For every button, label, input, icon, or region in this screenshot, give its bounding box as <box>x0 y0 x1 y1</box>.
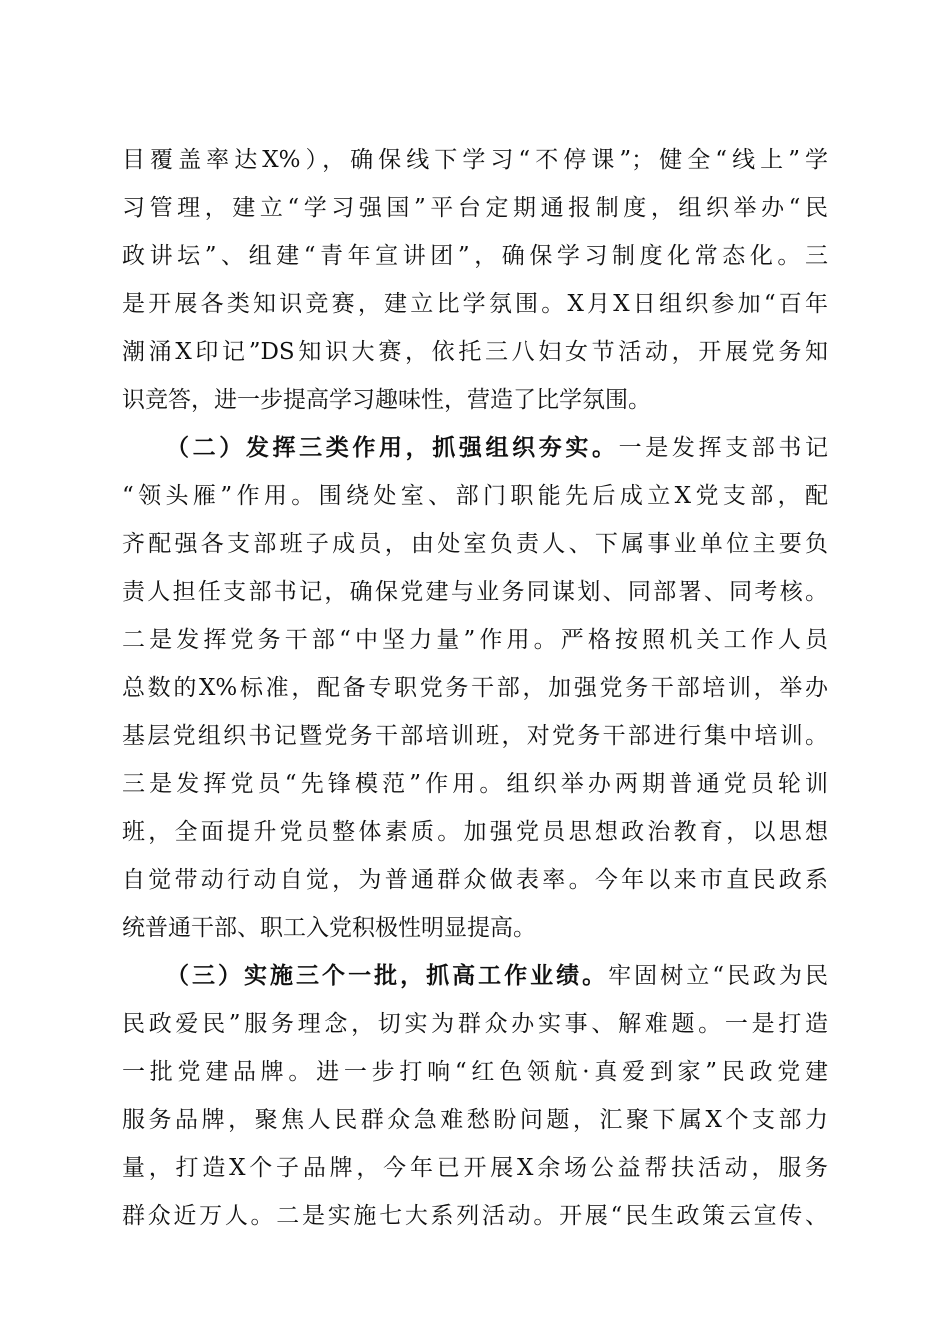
paragraph-line: 习管理，建立“学习强国”平台定期通报制度，组织举办“民 <box>122 195 828 221</box>
section-2-first-line <box>166 433 828 463</box>
paragraph-line: 一批党建品牌。进一步打响“红色领航·真爱到家”民政党建 <box>122 1059 828 1085</box>
section-3-first-line-text: 牢固树立“民政为民 <box>608 963 829 989</box>
paragraph-line: 齐配强各支部班子成员，由处室负责人、下属事业单位主要负 <box>122 531 828 557</box>
paragraph-line: 量，打造X个子品牌，今年已开展X余场公益帮扶活动，服务 <box>122 1155 828 1181</box>
section-3-heading: （三）实施三个一批，抓高工作业绩。 <box>166 962 609 989</box>
paragraph-line: 目覆盖率达X%），确保线下学习“不停课”；健全“线上”学 <box>122 147 828 173</box>
section-2-first-line-text: 一是发挥支部书记 <box>618 435 828 461</box>
paragraph-line: 潮涌X印记”DS知识大赛，依托三八妇女节活动，开展党务知 <box>122 339 828 365</box>
paragraph-line: 统普通干部、职工入党积极性明显提高。 <box>122 915 536 941</box>
paragraph-line: 总数的X%标准，配备专职党务干部，加强党务干部培训，举办 <box>122 675 828 701</box>
paragraph-line: 基层党组织书记暨党务干部培训班，对党务干部进行集中培训。 <box>122 723 828 749</box>
paragraph-line: 服务品牌，聚焦人民群众急难愁盼问题，汇聚下属X个支部力 <box>122 1107 828 1133</box>
section-2-heading: （二）发挥三类作用，抓强组织夯实。 <box>166 434 619 461</box>
paragraph-line: 二是发挥党务干部“中坚力量”作用。严格按照机关工作人员 <box>122 627 828 653</box>
paragraph-line: “领头雁”作用。围绕处室、部门职能先后成立X党支部，配 <box>122 483 828 509</box>
paragraph-line: 责人担任支部书记，确保党建与业务同谋划、同部署、同考核。 <box>122 579 828 605</box>
paragraph-line: 三是发挥党员“先锋模范”作用。组织举办两期普通党员轮训 <box>122 771 828 797</box>
paragraph-line: 是开展各类知识竞赛，建立比学氛围。X月X日组织参加“百年 <box>122 291 828 317</box>
section-3-first-line <box>166 961 828 991</box>
paragraph-line: 群众近万人。二是实施七大系列活动。开展“民生政策云宣传、 <box>122 1203 828 1229</box>
paragraph-line: 政讲坛”、组建“青年宣讲团”，确保学习制度化常态化。三 <box>122 243 828 269</box>
paragraph-line: 识竞答，进一步提高学习趣味性，营造了比学氛围。 <box>122 387 651 413</box>
paragraph-line: 自觉带动行动自觉，为普通群众做表率。今年以来市直民政系 <box>122 867 828 893</box>
paragraph-line: 民政爱民”服务理念，切实为群众办实事、解难题。一是打造 <box>122 1011 828 1037</box>
paragraph-line: 班，全面提升党员整体素质。加强党员思想政治教育，以思想 <box>122 819 828 845</box>
